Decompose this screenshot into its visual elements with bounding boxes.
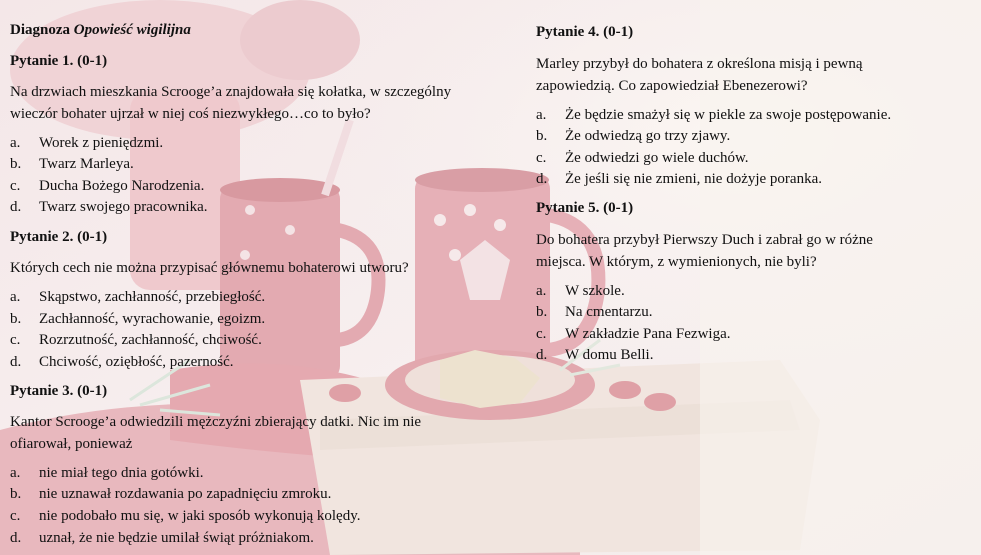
document-title-italic: Opowieść wigilijna: [73, 22, 191, 38]
question-3-text-line: ofiarował, ponieważ: [10, 436, 133, 452]
answer-letter: b.: [10, 486, 22, 502]
question-1-answer-d: [10, 197, 207, 219]
question-5-answer-c: [536, 324, 730, 346]
answer-letter: a.: [536, 283, 547, 299]
answer-letter: d.: [536, 347, 548, 363]
question-5-answer-a: [536, 281, 625, 303]
answer-text: Na cmentarzu.: [565, 304, 653, 320]
question-2-text: [10, 257, 510, 279]
question-4-answer-b: [536, 126, 730, 148]
answer-text: Twarz swojego pracownika.: [39, 199, 208, 215]
question-3-text-line: Kantor Scrooge’a odwiedzili mężczyźni zbierający datki. Nic im nie: [10, 414, 422, 430]
answer-text: Że jeśli się nie zmieni, nie dożyje poranka.: [565, 171, 822, 187]
question-3-answer-d: [10, 528, 314, 550]
answer-text: nie podobało mu się, w jaki sposób wykonują kolędy.: [39, 508, 361, 524]
answer-text: Twarz Marleya.: [39, 156, 134, 172]
question-5-text-line: miejsca. W którym, z wymienionych, nie byli?: [536, 254, 817, 270]
question-2-answer-a: [10, 287, 265, 309]
question-1-title: Pytanie 1. (0-1): [10, 53, 108, 69]
answer-letter: a.: [10, 465, 21, 481]
question-1-text-line: Na drzwiach mieszkania Scrooge’a znajdowała się kołatka, w szczególny: [10, 84, 452, 100]
question-5-answer-d: [536, 345, 653, 367]
question-3-answer-c: [10, 506, 361, 528]
question-2-answer-c: [10, 330, 262, 352]
answer-letter: a.: [10, 289, 21, 305]
answer-letter: d.: [10, 354, 22, 370]
question-2-text-line: Których cech nie można przypisać głównemu bohaterowi utworu?: [10, 260, 409, 276]
document-title-prefix: Diagnoza: [10, 22, 70, 38]
question-1-answer-b: [10, 154, 134, 176]
answer-letter: d.: [10, 530, 22, 546]
question-2-answer-b: [10, 309, 265, 331]
answer-text: Chciwość, oziębłość, pazerność.: [39, 354, 234, 370]
answer-text: Skąpstwo, zachłanność, przebiegłość.: [39, 289, 266, 305]
question-4-answer-d: [536, 169, 822, 191]
answer-letter: b.: [10, 156, 22, 172]
question-2-title: Pytanie 2. (0-1): [10, 229, 108, 245]
question-1-answer-c: [10, 176, 204, 198]
answer-text: Zachłanność, wyrachowanie, egoizm.: [39, 311, 266, 327]
answer-text: Rozrzutność, zachłanność, chciwość.: [39, 332, 262, 348]
question-5-answer-b: [536, 302, 652, 324]
question-4-answer-a: [536, 105, 891, 127]
document-title: [10, 22, 191, 39]
answer-letter: d.: [10, 199, 22, 215]
question-4-title: Pytanie 4. (0-1): [536, 24, 634, 40]
answer-text: nie miał tego dnia gotówki.: [39, 465, 204, 481]
answer-text: Że odwiedzi go wiele duchów.: [565, 150, 749, 166]
answer-text: Worek z pieniędzmi.: [39, 135, 164, 151]
question-3-answer-a: [10, 463, 204, 485]
answer-text: W zakładzie Pana Fezwiga.: [565, 326, 731, 342]
answer-text: nie uznawał rozdawania po zapadnięciu zmroku.: [39, 486, 332, 502]
question-3-answer-b: [10, 484, 331, 506]
answer-text: uznał, że nie będzie umilał świąt próżniakom.: [39, 530, 314, 546]
answer-letter: c.: [536, 326, 547, 342]
answer-letter: c.: [10, 178, 21, 194]
answer-letter: d.: [536, 171, 548, 187]
question-5-title: Pytanie 5. (0-1): [536, 200, 634, 216]
answer-text: Że odwiedzą go trzy zjawy.: [565, 128, 731, 144]
question-5-text-line: Do bohatera przybył Pierwszy Duch i zabrał go w różne: [536, 232, 873, 248]
answer-letter: b.: [10, 311, 22, 327]
question-3-title: Pytanie 3. (0-1): [10, 383, 108, 399]
answer-letter: c.: [536, 150, 547, 166]
question-1-answer-a: [10, 133, 163, 155]
answer-text: W domu Belli.: [565, 347, 654, 363]
question-5-text: [536, 229, 976, 273]
question-4-text-line: zapowiedzią. Co zapowiedział Ebenezerowi?: [536, 78, 808, 94]
question-3-text: [10, 411, 510, 455]
answer-letter: c.: [10, 508, 21, 524]
answer-text: Ducha Bożego Narodzenia.: [39, 178, 205, 194]
answer-letter: b.: [536, 304, 548, 320]
answer-text: Że będzie smażył się w piekle za swoje postępowanie.: [565, 107, 892, 123]
question-4-text-line: Marley przybył do bohatera z określona misją i pewną: [536, 56, 863, 72]
answer-letter: a.: [10, 135, 21, 151]
answer-text: W szkole.: [565, 283, 625, 299]
answer-letter: a.: [536, 107, 547, 123]
question-4-answer-c: [536, 148, 749, 170]
question-1-text: [10, 81, 510, 125]
question-4-text: [536, 53, 976, 97]
question-1-text-line: wieczór bohater ujrzał w niej coś niezwykłego…co to było?: [10, 106, 371, 122]
answer-letter: b.: [536, 128, 548, 144]
question-2-answer-d: [10, 352, 234, 374]
answer-letter: c.: [10, 332, 21, 348]
